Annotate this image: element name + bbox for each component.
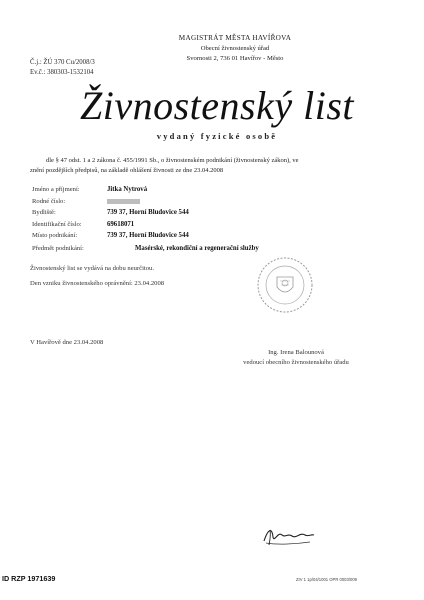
reference-numbers (30, 58, 95, 78)
document-subtitle: vydaný fyzické osobě (156, 131, 278, 141)
official-stamp (255, 255, 315, 315)
footer-form-code: ZIV 1 1p/04/1001 OPR 0003/009 (296, 577, 357, 582)
field-value: 69618071 (107, 220, 135, 228)
file-number: Č.j.: ŽÚ 370 Cu/2008/3 (30, 59, 95, 66)
issuing-office: Obecní živnostenský úřad (200, 44, 270, 52)
field-id-number (32, 219, 372, 231)
field-label: Místo podnikání: (32, 232, 78, 240)
issuer-header (150, 33, 320, 65)
field-residence (32, 207, 372, 219)
legal-basis-line-1: dle § 47 odst. 1 a 2 zákona č. 455/1991 Sb., o živnostenském podnikání (živnostenský zákon), ve (46, 157, 299, 164)
place-and-date: V Havířově dne 23.04.2008 (30, 339, 104, 346)
document-title: Živnostenský list (79, 83, 355, 128)
field-label: Jméno a příjmení: (32, 186, 80, 194)
issuing-authority: MAGISTRÁT MĚSTA HAVÍŘOVA (178, 34, 292, 42)
redacted-value (107, 199, 140, 204)
field-name (32, 184, 372, 196)
validity-statement: Živnostenský list se vydává na dobu neurčitou. (30, 265, 154, 272)
official-name: Ing. Irena Balounová (268, 349, 324, 356)
field-value: Masérské, rekondiční a regenerační služby (135, 244, 259, 252)
footer-id-code: ID RZP 1971639 (2, 574, 56, 583)
registration-number: Ev.č.: 380303-1532104 (30, 69, 94, 76)
field-place-of-business (32, 230, 372, 242)
issuer-address: Svornosti 2, 736 01 Havířov - Město (186, 55, 284, 62)
license-fields (32, 184, 372, 255)
field-value: 739 37, Horní Bludovice 544 (107, 209, 189, 217)
field-value: Jitka Nytrová (107, 186, 148, 194)
origin-date-statement: Den vzniku živnostenského oprávnění: 23.04.2008 (30, 280, 165, 287)
field-activity (32, 242, 372, 255)
official-signatory (226, 348, 366, 368)
field-birth-number (32, 196, 372, 208)
field-label: Identifikační číslo: (32, 220, 82, 228)
legal-basis (30, 156, 390, 176)
handwritten-signature (258, 523, 318, 549)
legal-basis-line-2: znění pozdějších předpisů, na základě ohlášení živnosti ze dne 23.04.2008 (30, 167, 224, 174)
field-label: Bydliště: (32, 209, 56, 217)
field-label: Předmět podnikání: (32, 244, 84, 252)
field-label: Rodné číslo: (32, 197, 66, 205)
official-role: vedoucí obecního živnostenského úřadu (243, 359, 349, 366)
field-value: 739 37, Horní Bludovice 544 (107, 232, 189, 240)
